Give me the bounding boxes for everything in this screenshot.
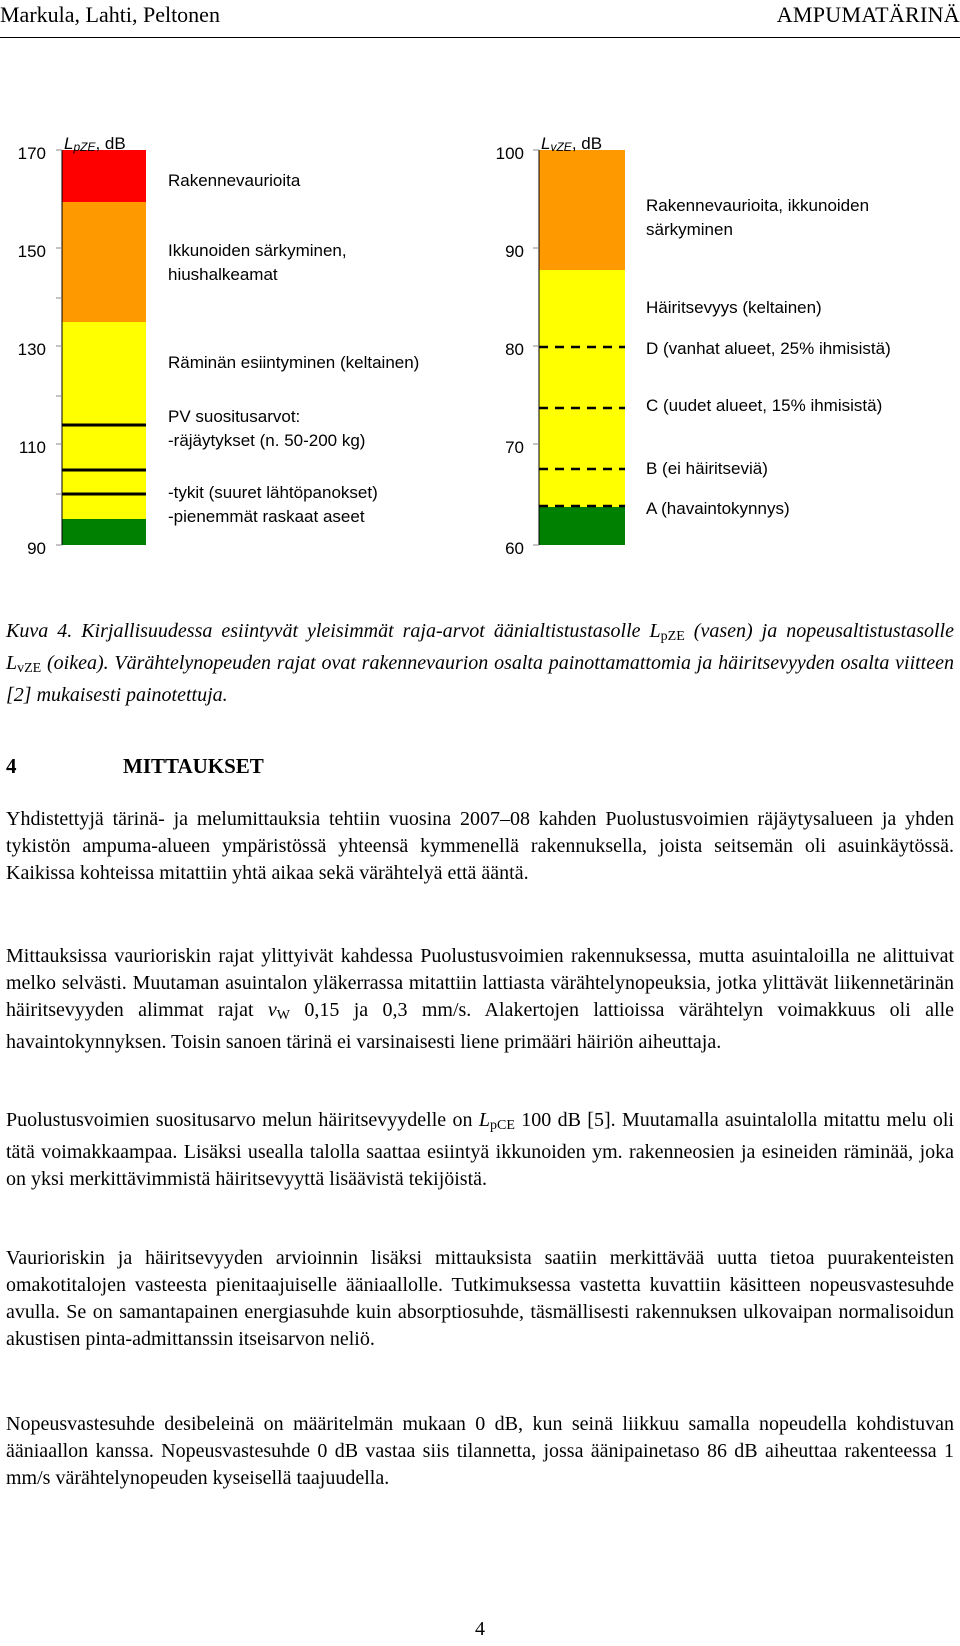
left-band-red — [62, 150, 146, 202]
symbol-sub: W — [276, 1008, 290, 1023]
header-authors: Markula, Lahti, Peltonen — [0, 2, 220, 27]
right-band-green — [539, 507, 625, 545]
caption-sub: vZE — [17, 661, 42, 676]
right-tick-label: 80 — [505, 340, 524, 359]
left-band-green — [62, 519, 146, 545]
paragraph-1: Yhdistettyjä tärinä- ja melumittauksia tehtiin vuosina 2007–08 kahden Puolustusvoimien räjäytysalueen ja yhden tykistön ampuma-alueen ympäristössä yhteensä kymmenellä rakennuksella, joista seitsemän oli asuinkäytössä. Kaikissa kohteissa mitattiin yhtä aikaa sekä värähtelyä että ääntä. — [6, 808, 954, 884]
paragraph-text: Mittauksissa vaurioriskin rajat ylittyivät kahdessa Puolustusvoimien rakennuksessa, mutta asuintaloilla ne alittuivat melko selvästi. Muutaman asuintalon yläkerrassa mitattiin lattiasta värähtelynopeuksia, jotka ylittävät liikennetärinän häiritsevyyden alimmat rajat — [6, 945, 954, 1021]
left-tick-label: 130 — [17, 340, 46, 359]
paragraph-5: Nopeusvastesuhde desibeleinä on määritelmän mukaan 0 dB, kun seinä liikkuu samalla nopeudella kohdistuvan ääniaallon kanssa. Nopeusvastesuhde 0 dB vastaa siis tilannetta, jossa äänipainetaso 86 dB aiheuttaa rakenteessa 1 mm/s värähtelynopeuden kyseisellä taajuudella. — [6, 1413, 954, 1489]
right-band-orange — [539, 150, 625, 270]
paragraph-3 — [6, 1107, 954, 1193]
page-number: 4 — [475, 1618, 485, 1640]
right-label: C (uudet alueet, 15% ihmisistä) — [646, 396, 883, 415]
left-axis-title: LpZE, dB — [64, 134, 126, 154]
paragraph-text: Puolustusvoimien suositusarvo melun häiritsevyydelle on — [6, 1109, 479, 1131]
left-tick-label: 90 — [27, 539, 46, 558]
left-band-orange — [62, 202, 146, 322]
caption-text: Kirjallisuudessa esiintyvät yleisimmät raja-arvot äänialtistustasolle L — [72, 620, 661, 642]
right-label: B (ei häiritseviä) — [646, 459, 768, 478]
symbol-v: v — [267, 999, 277, 1021]
figure-caption — [6, 618, 954, 708]
right-tick-label: 90 — [505, 242, 524, 261]
left-label: -räjäytykset (n. 50-200 kg) — [168, 431, 366, 450]
header-rule — [0, 37, 960, 38]
left-tick-label: 170 — [17, 144, 46, 163]
figure-4 — [0, 120, 960, 580]
left-tick-label: 110 — [18, 438, 46, 457]
caption-text: (vasen) ja nopeusaltistustasolle L — [6, 620, 954, 674]
caption-sub: pZE — [660, 629, 685, 644]
right-label: Häiritsevyys (keltainen) — [646, 298, 822, 317]
header-title: AMPUMATÄRINÄ — [776, 2, 960, 27]
left-label: -tykit (suuret lähtöpanokset) — [168, 483, 378, 502]
left-label: hiushalkeamat — [168, 265, 278, 284]
right-chart — [496, 134, 891, 558]
left-label: -pienemmät raskaat aseet — [168, 507, 365, 526]
caption-text: (oikea). Värähtelynopeuden rajat ovat rakennevaurion osalta painottamattomia ja häiritsevyyden osalta viitteen [2] mukaisesti painotettuja. — [6, 652, 954, 706]
caption-label: Kuva 4. — [6, 620, 73, 642]
right-tick-label: 60 — [505, 539, 524, 558]
left-tick-label: 150 — [17, 242, 46, 261]
section-title: MITTAUKSET — [123, 754, 264, 778]
right-axis-title: LvZE, dB — [541, 134, 603, 154]
page-header — [0, 0, 960, 40]
left-label: Räminän esiintyminen (keltainen) — [168, 353, 420, 372]
left-label: Rakennevaurioita — [168, 171, 301, 190]
left-band-yellow — [62, 322, 146, 519]
left-label: Ikkunoiden särkyminen, — [168, 241, 347, 260]
right-tick-label: 70 — [505, 438, 524, 457]
symbol-sub: pCE — [489, 1118, 515, 1133]
right-label: särkyminen — [646, 220, 733, 239]
right-label: A (havaintokynnys) — [646, 499, 790, 518]
section-heading — [6, 754, 264, 779]
symbol-l: L — [478, 1109, 490, 1131]
paragraph-2 — [6, 943, 954, 1056]
right-label: Rakennevaurioita, ikkunoiden — [646, 196, 870, 215]
right-tick-label: 100 — [495, 144, 524, 163]
left-chart — [18, 134, 420, 558]
paragraph-text: 100 dB [5]. Muutamalla asuintalolla mitattu melu oli tätä voimakkaampaa. Lisäksi usealla talolla saattaa esiintyä ikkunoiden ym. rakenneosien ja esineiden räminää, joka on yksi merkittävimmistä häiritsevyyttä lisäävistä tekijöistä. — [6, 1109, 954, 1190]
paragraph-text: 0,15 ja 0,3 mm/s. Alakertojen lattioissa värähtelyn voimakkuus oli alle havaintokynnyksen. Toisin sanoen tärinä ei varsinaisesti liene primääri häiriön aiheuttaja. — [6, 999, 955, 1053]
left-label: PV suositusarvot: — [168, 407, 301, 426]
paragraph-4: Vaurioriskin ja häiritsevyyden arvioinnin lisäksi mittauksista saatiin merkittävää uutta tietoa puurakenteisten omakotitalojen vasteesta pienitaajuiselle ääniaallolle. Tutkimuksessa vastetta kuvattiin käsitteen nopeusvastesuhde avulla. Se on samantapainen energiasuhde kuin absorptiosuhde, täsmällisesti rakennuksen ulkovaipan normalisoidun akustisen pinta-admittanssin itseisarvon neliö. — [6, 1247, 954, 1350]
right-label: D (vanhat alueet, 25% ihmisistä) — [646, 339, 891, 358]
section-number: 4 — [6, 754, 17, 778]
right-band-yellow — [539, 270, 625, 507]
